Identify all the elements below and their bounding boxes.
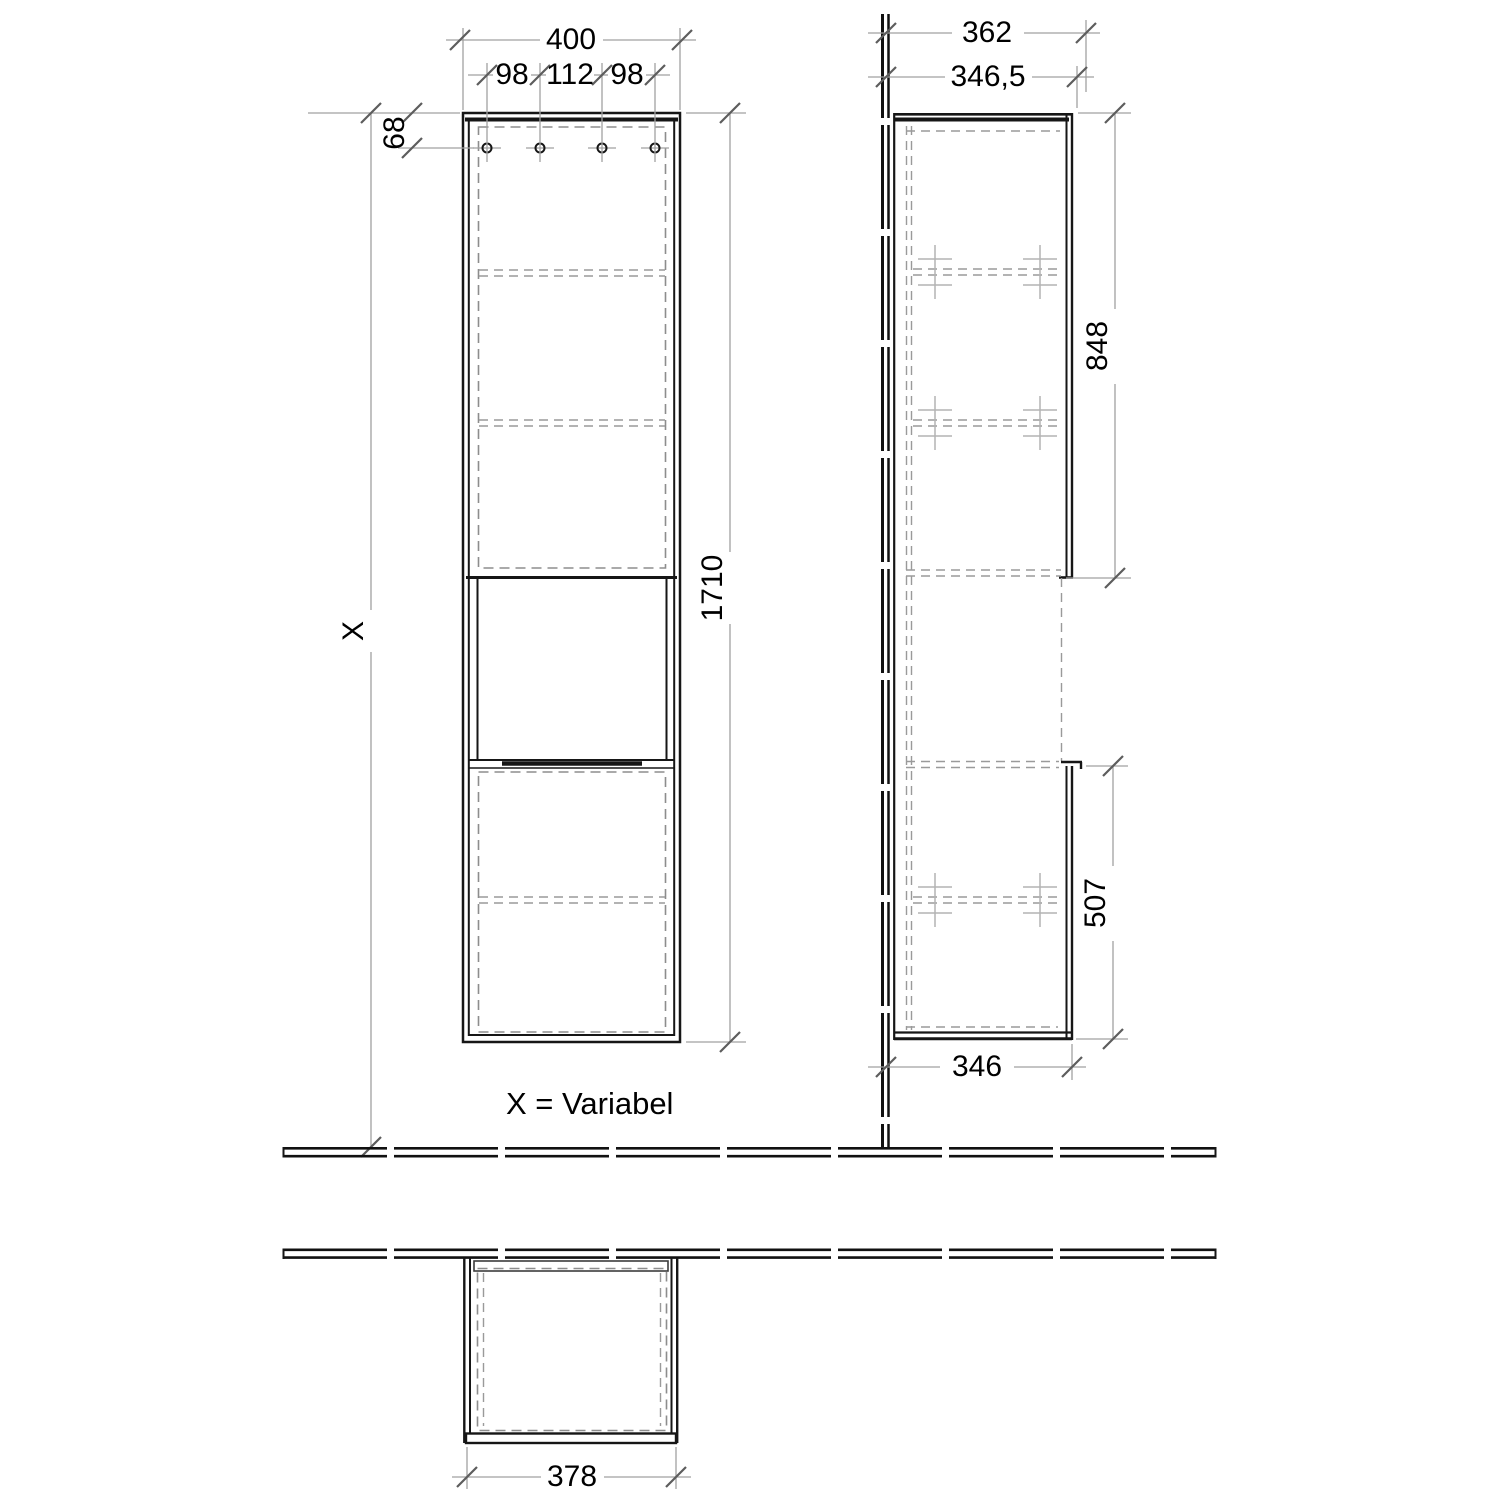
dim-label-top-offset-68: 68	[378, 116, 411, 150]
top-view-door-front	[466, 1434, 676, 1444]
dim-label-hole-center-112: 112	[546, 58, 594, 91]
dim-label-door-width-378: 378	[546, 1460, 598, 1493]
side-view-cabinet	[894, 113, 1082, 1040]
top-view-cabinet	[464, 1258, 677, 1443]
dim-label-lower-507: 507	[1079, 877, 1112, 929]
front-view-cabinet	[463, 113, 680, 1042]
dim-label-hole-right-98: 98	[610, 58, 644, 91]
dim-label-width-400: 400	[545, 23, 597, 56]
mounting-holes	[473, 144, 669, 153]
dim-label-bottom-346: 346	[951, 1050, 1003, 1083]
dim-label-upper-848: 848	[1081, 320, 1114, 372]
top-view-back-rail	[474, 1261, 668, 1271]
note-x-variabel: X = Variabel	[506, 1086, 674, 1121]
wall-section-lines	[283, 1147, 1216, 1259]
dim-label-height-1710: 1710	[696, 554, 729, 622]
side-view-wall	[883, 14, 889, 1147]
shelf-pin-markers	[918, 245, 1057, 927]
dim-label-hole-left-98: 98	[495, 58, 529, 91]
top-view-dimensions	[452, 1447, 691, 1493]
dim-label-depth-346-5: 346,5	[950, 60, 1026, 93]
side-view-dimensions	[868, 16, 1131, 1083]
dim-label-height-variable-x: X	[337, 620, 370, 642]
dim-label-depth-362: 362	[961, 16, 1013, 49]
